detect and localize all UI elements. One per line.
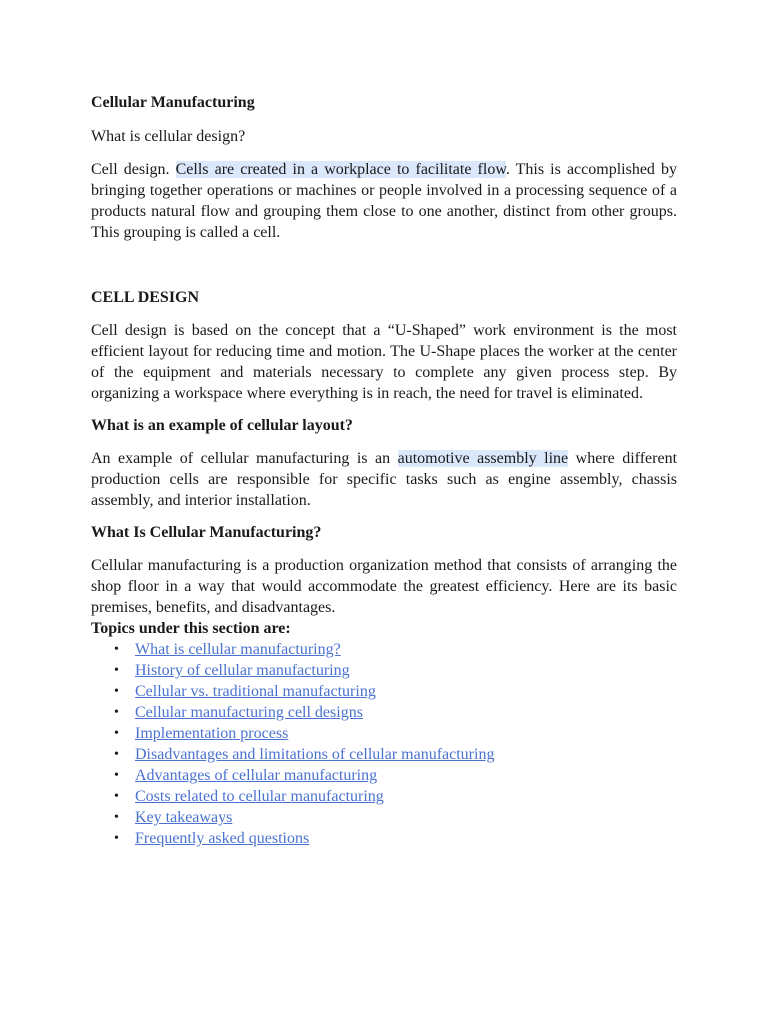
topic-link[interactable]: Cellular vs. traditional manufacturing xyxy=(135,683,376,700)
list-item xyxy=(91,639,677,660)
list-item xyxy=(91,807,677,828)
topic-link[interactable]: Implementation process xyxy=(135,725,289,742)
bullet-icon: • xyxy=(114,810,119,825)
topics-list xyxy=(91,639,677,849)
bullet-icon: • xyxy=(114,747,119,762)
cell-design-paragraph xyxy=(91,159,677,243)
section-heading-cell-design: CELL DESIGN xyxy=(91,289,200,306)
question-cellular-layout-example: What is an example of cellular layout? xyxy=(91,417,353,434)
topic-link[interactable]: Disadvantages and limitations of cellular manufacturing xyxy=(135,746,495,763)
topic-link[interactable]: Frequently asked questions xyxy=(135,830,310,847)
para1-rest: . This is accomplished by bringing together operations or machines or people involved in a processing sequence of a products natural flow and grouping them close to one another, distinct from other groups. This grouping is called a cell. xyxy=(91,161,678,241)
topic-link[interactable]: Key takeaways xyxy=(135,809,233,826)
highlighted-text[interactable]: Cells are created in a workplace to facilitate flow xyxy=(175,161,506,178)
topics-heading: Topics under this section are: xyxy=(91,620,291,637)
para3-rest: where different production cells are responsible for specific tasks such as engine assembly, chassis assembly, and interior installation. xyxy=(91,450,678,509)
document-title: Cellular Manufacturing xyxy=(91,94,255,111)
question-what-is-cellular-manufacturing: What Is Cellular Manufacturing? xyxy=(91,524,322,541)
bullet-icon: • xyxy=(114,705,119,720)
bullet-icon: • xyxy=(114,642,119,657)
highlighted-text[interactable]: automotive assembly line xyxy=(397,450,569,467)
topic-link[interactable]: Costs related to cellular manufacturing xyxy=(135,788,384,805)
question-cellular-design: What is cellular design? xyxy=(91,128,246,145)
list-item xyxy=(91,660,677,681)
example-paragraph xyxy=(91,448,677,511)
list-item xyxy=(91,681,677,702)
definition-paragraph: Cellular manufacturing is a production organization method that consists of arranging the shop floor in a way that would accommodate the greatest efficiency. Here are its basic premises, benefits, and disadvantages. xyxy=(91,557,677,616)
list-item xyxy=(91,828,677,849)
list-item xyxy=(91,765,677,786)
topic-link[interactable]: Cellular manufacturing cell designs xyxy=(135,704,363,721)
bullet-icon: • xyxy=(114,726,119,741)
bullet-icon: • xyxy=(114,789,119,804)
list-item xyxy=(91,744,677,765)
topic-link[interactable]: History of cellular manufacturing xyxy=(135,662,350,679)
topic-link[interactable]: Advantages of cellular manufacturing xyxy=(135,767,378,784)
para1-lead: Cell design. xyxy=(91,161,176,178)
bullet-icon: • xyxy=(114,663,119,678)
bullet-icon: • xyxy=(114,768,119,783)
bullet-icon: • xyxy=(114,684,119,699)
u-shape-paragraph: Cell design is based on the concept that a “U-Shaped” work environment is the most efficient layout for reducing time and motion. The U-Shape places the worker at the center of the equipment and materials necessary to complete any given process step. By organizing a workspace where everything is in reach, the need for travel is eliminated. xyxy=(91,322,677,402)
list-item xyxy=(91,702,677,723)
para3-lead: An example of cellular manufacturing is an xyxy=(91,450,398,467)
topic-link[interactable]: What is cellular manufacturing? xyxy=(135,641,341,658)
list-item xyxy=(91,723,677,744)
bullet-icon: • xyxy=(114,831,119,846)
list-item xyxy=(91,786,677,807)
